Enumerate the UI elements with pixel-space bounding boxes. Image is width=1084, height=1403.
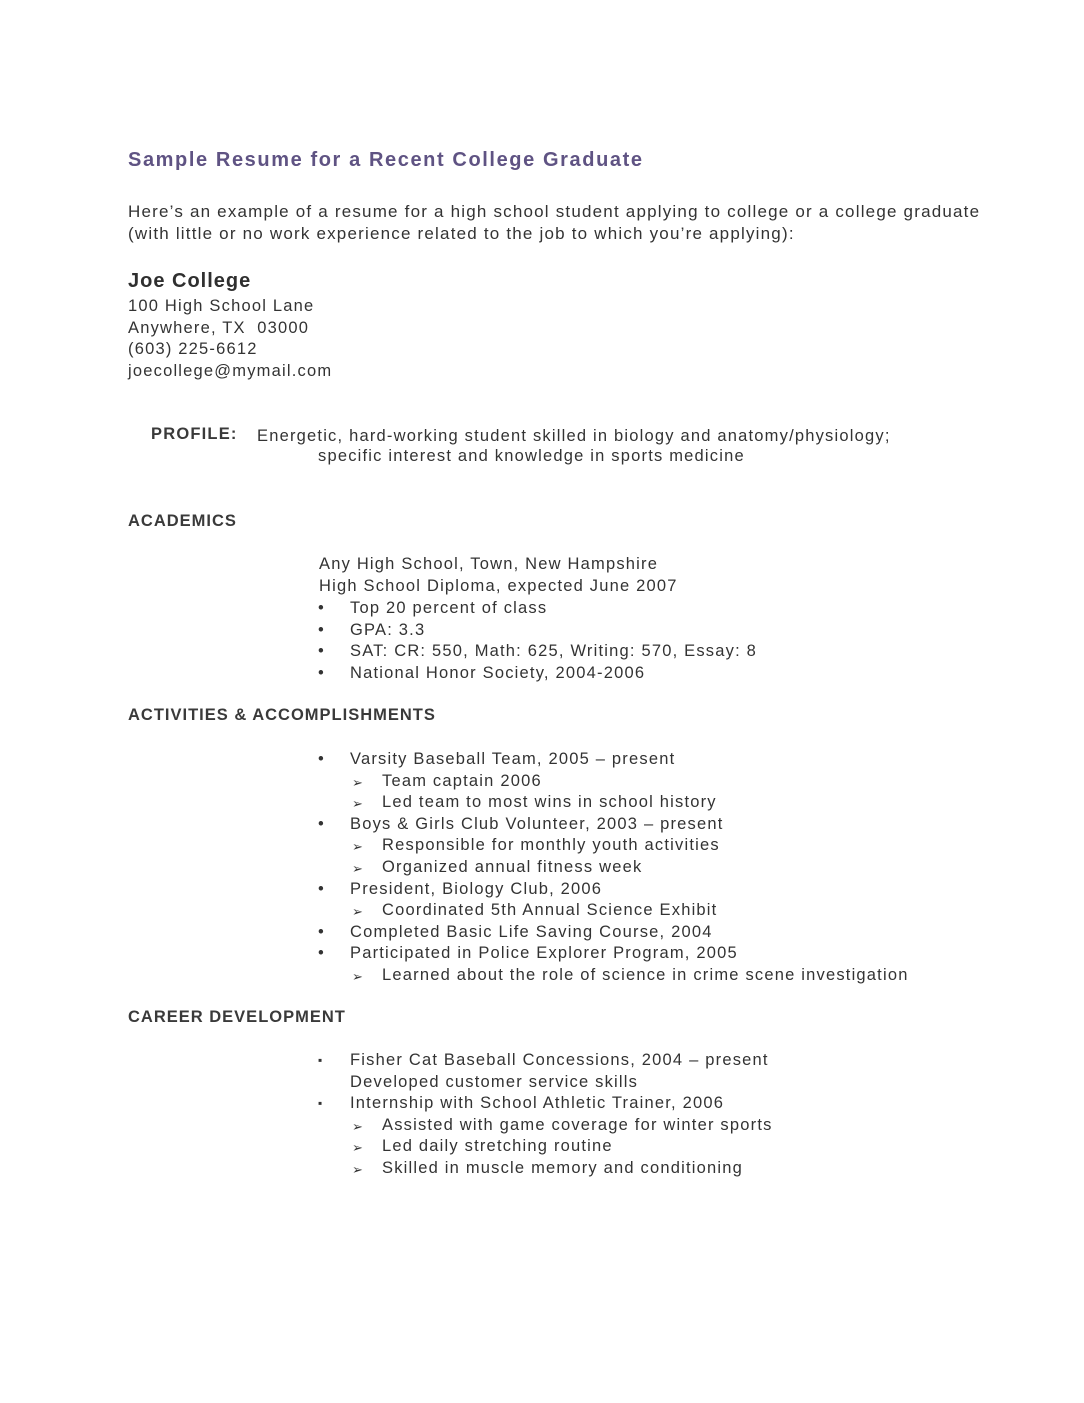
bullet-icon: • <box>318 814 325 833</box>
page-title: Sample Resume for a Recent College Graduate <box>128 149 644 171</box>
activity-item: Varsity Baseball Team, 2005 – present <box>350 750 676 768</box>
arrow-icon: ➢ <box>352 796 365 812</box>
applicant-name: Joe College <box>128 270 252 292</box>
square-bullet-icon: ▪ <box>318 1053 324 1067</box>
career-heading: CAREER DEVELOPMENT <box>128 1008 346 1026</box>
activity-item: President, Biology Club, 2006 <box>350 879 603 898</box>
bullet-icon: • <box>318 750 325 768</box>
activity-subitem: Organized annual fitness week <box>382 858 643 876</box>
arrow-icon: ➢ <box>352 1162 365 1177</box>
career-subitem: Assisted with game coverage for winter sports <box>382 1115 773 1134</box>
square-bullet-icon: ▪ <box>318 1096 324 1111</box>
academics-item: Top 20 percent of class <box>350 599 548 617</box>
activity-subitem: Team captain 2006 <box>382 771 542 790</box>
bullet-icon: • <box>318 663 325 682</box>
phone-number: (603) 225-6612 <box>128 340 258 358</box>
address-line-2: Anywhere, TX 03000 <box>128 318 310 337</box>
profile-line-1: Energetic, hard-working student skilled in biology and anatomy/physiology; <box>257 427 891 445</box>
activity-subitem: Led team to most wins in school history <box>382 793 717 812</box>
bullet-icon: • <box>318 879 325 898</box>
activity-subitem: Learned about the role of science in crime scene investigation <box>382 966 909 984</box>
activity-item: Boys & Girls Club Volunteer, 2003 – present <box>350 814 724 833</box>
bullet-icon: • <box>318 620 325 639</box>
school-name: Any High School, Town, New Hampshire <box>319 555 659 573</box>
bullet-icon: • <box>318 944 325 963</box>
career-item: Internship with School Athletic Trainer, 2006 <box>350 1094 725 1113</box>
arrow-icon: ➢ <box>352 1118 365 1134</box>
activity-item: Completed Basic Life Saving Course, 2004 <box>350 922 713 941</box>
diploma: High School Diploma, expected June 2007 <box>319 577 678 595</box>
activity-item: Participated in Police Explorer Program, 2005 <box>350 944 738 963</box>
address-line-1: 100 High School Lane <box>128 297 315 315</box>
email-address: joecollege@mymail.com <box>128 361 333 380</box>
activity-subitem: Responsible for monthly youth activities <box>382 836 720 855</box>
academics-heading: ACADEMICS <box>128 512 237 530</box>
arrow-icon: ➢ <box>352 969 365 984</box>
academics-item: National Honor Society, 2004-2006 <box>350 663 646 682</box>
career-subitem: Led daily stretching routine <box>382 1137 613 1156</box>
activities-heading: ACTIVITIES & ACCOMPLISHMENTS <box>128 706 436 724</box>
profile-line-2: specific interest and knowledge in sports medicine <box>318 447 745 465</box>
bullet-icon: • <box>318 599 325 617</box>
profile-label: PROFILE: <box>151 425 238 443</box>
contact-block <box>128 296 332 382</box>
arrow-icon: ➢ <box>352 1140 365 1156</box>
academics-item: SAT: CR: 550, Math: 625, Writing: 570, Essay: 8 <box>350 642 758 661</box>
intro-paragraph: Here’s an example of a resume for a high school student applying to college or a college graduate (with little or no work experience related to the job to which you’re applying): <box>128 202 981 243</box>
academics-item: GPA: 3.3 <box>350 620 426 639</box>
activity-subitem: Coordinated 5th Annual Science Exhibit <box>382 901 718 920</box>
career-item: Fisher Cat Baseball Concessions, 2004 – present <box>350 1051 769 1069</box>
bullet-icon: • <box>318 642 325 661</box>
career-subitem: Skilled in muscle memory and conditioning <box>382 1159 744 1177</box>
career-item-note: Developed customer service skills <box>350 1072 639 1091</box>
arrow-icon: ➢ <box>352 904 365 920</box>
arrow-icon: ➢ <box>352 839 365 855</box>
bullet-icon: • <box>318 922 325 941</box>
arrow-icon: ➢ <box>352 774 365 790</box>
arrow-icon: ➢ <box>352 861 365 876</box>
